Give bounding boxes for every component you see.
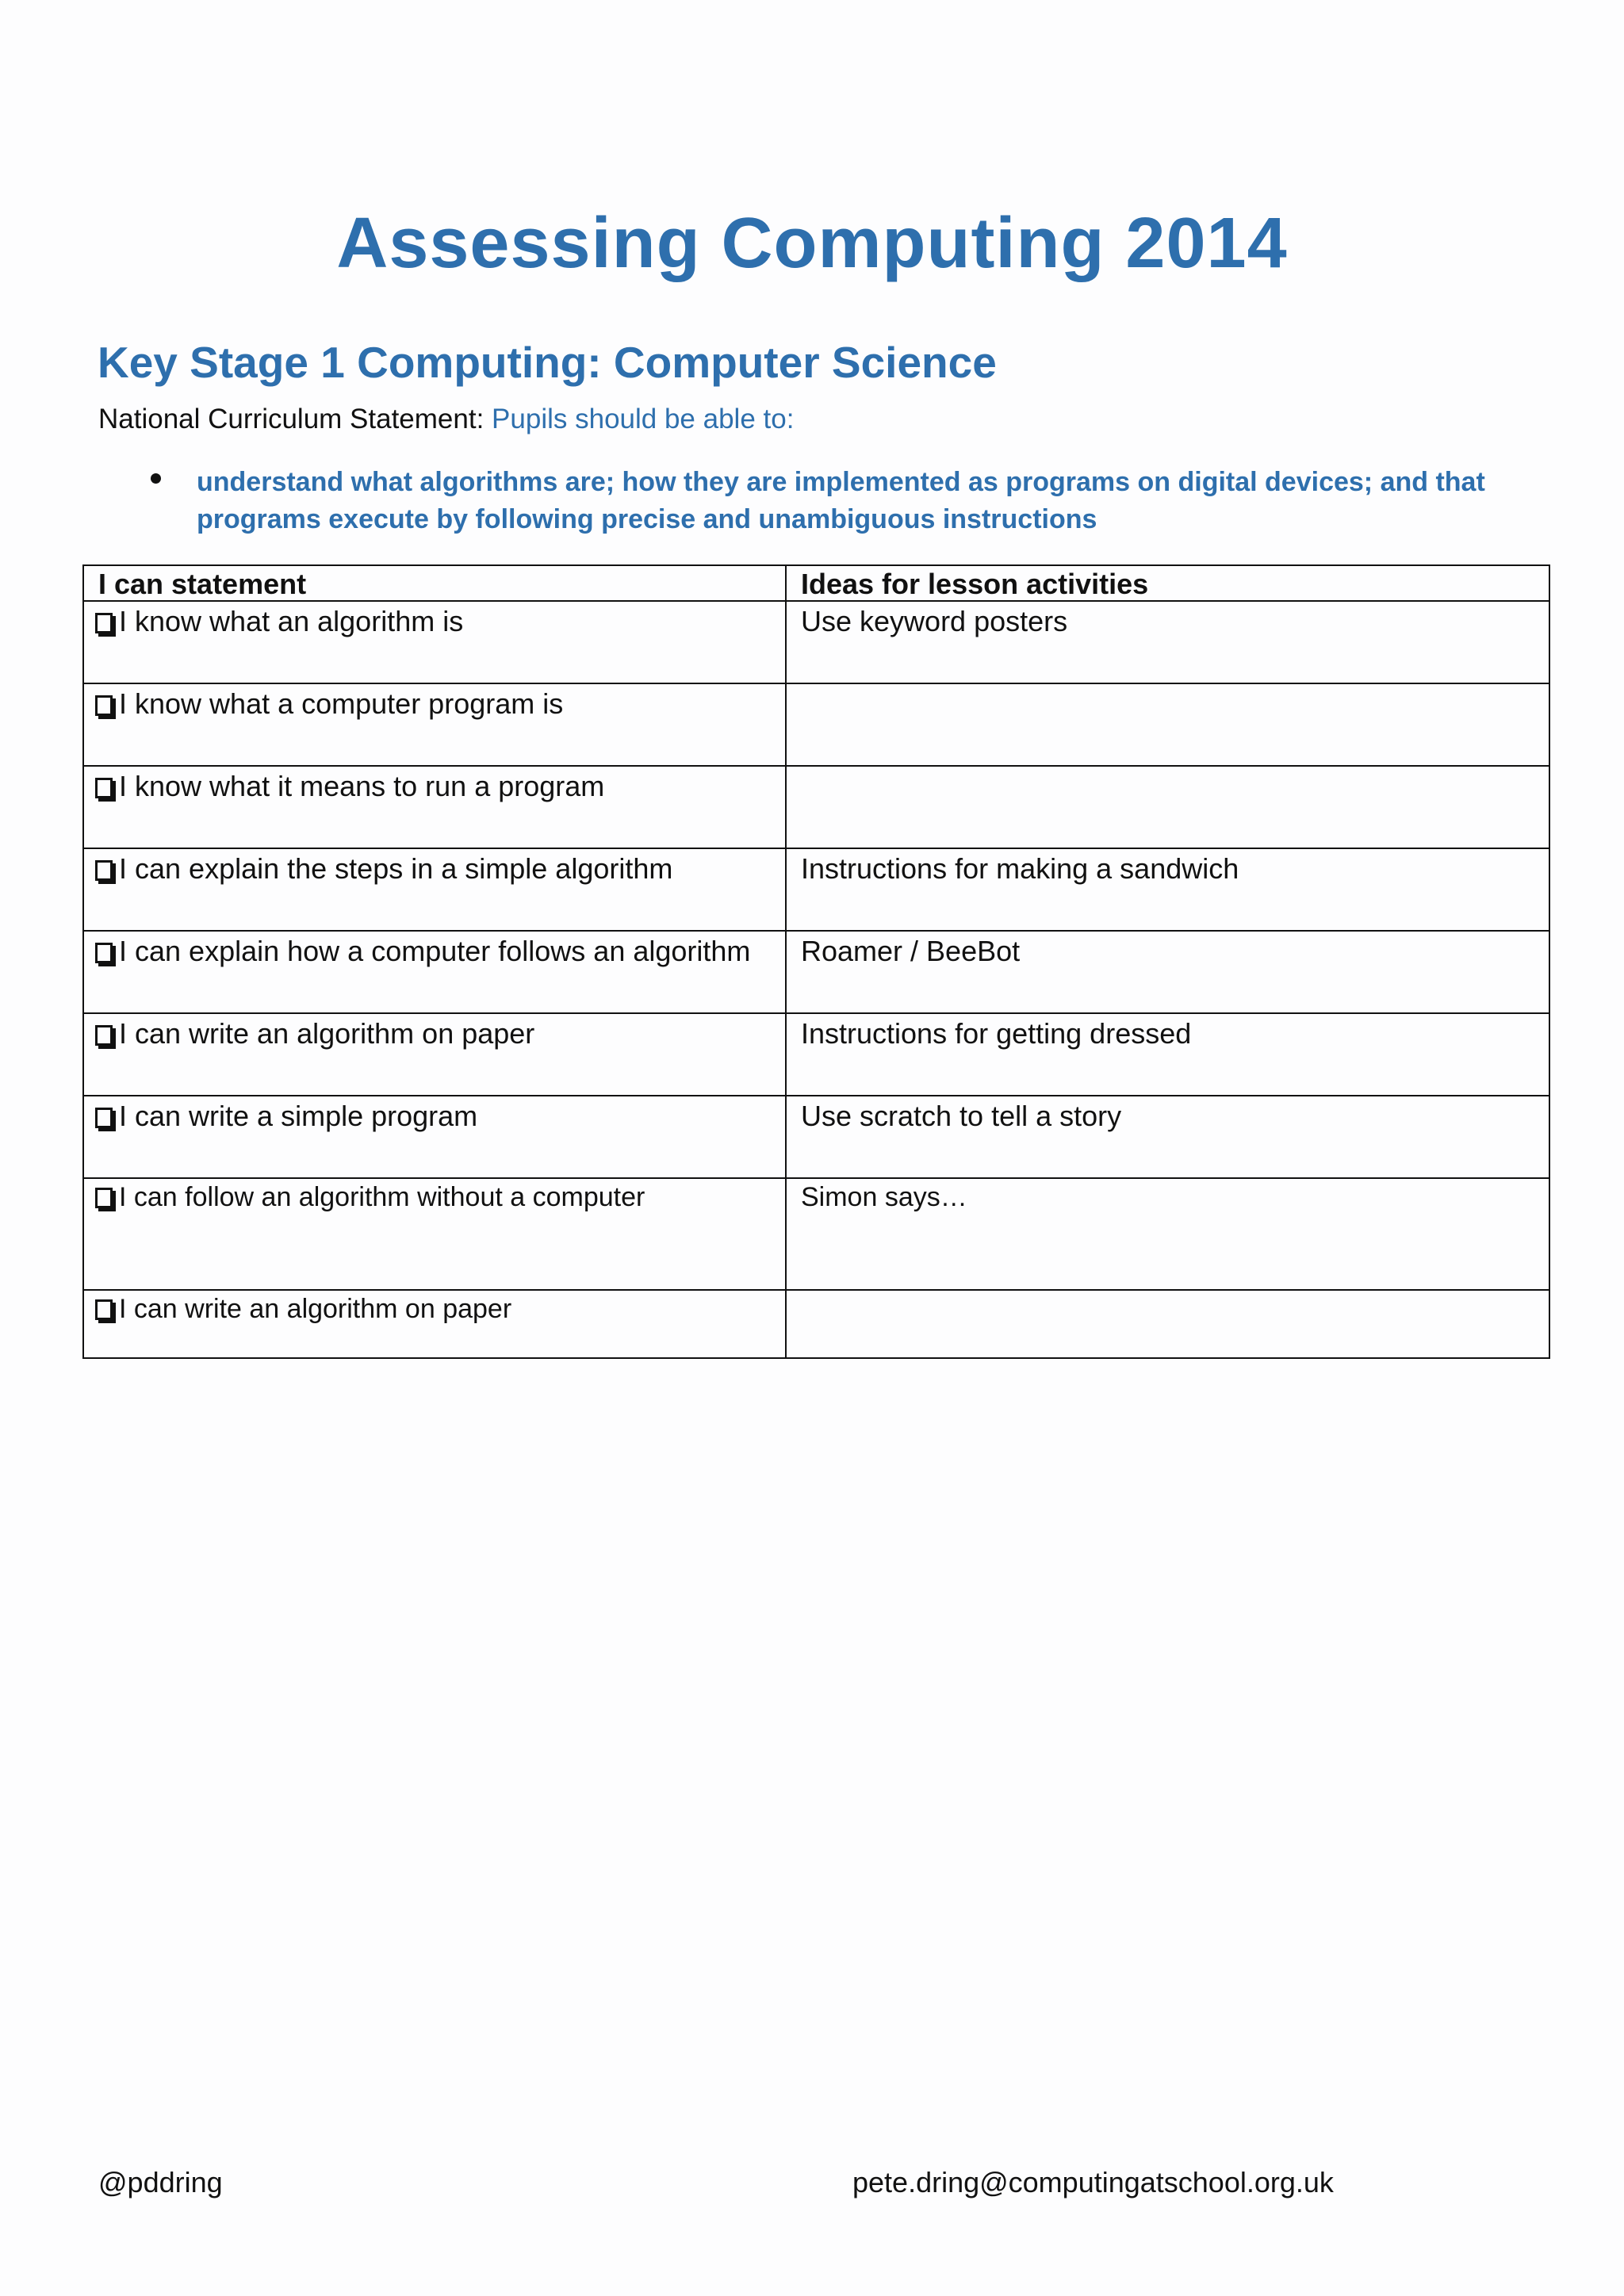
activity-cell: Use keyword posters bbox=[786, 601, 1549, 683]
activity-cell bbox=[786, 683, 1549, 766]
activity-cell: Instructions for making a sandwich bbox=[786, 848, 1549, 931]
statement-cell bbox=[83, 931, 786, 1013]
statement-cell bbox=[83, 766, 786, 848]
statement-text: I can write a simple program bbox=[119, 1100, 478, 1133]
activity-cell: Roamer / BeeBot bbox=[786, 931, 1549, 1013]
table-row bbox=[83, 1178, 1549, 1290]
table-row bbox=[83, 601, 1549, 683]
footer-email: pete.dring@computingatschool.org.uk bbox=[852, 2166, 1334, 2198]
checkbox-icon[interactable] bbox=[95, 613, 113, 633]
statement-cell bbox=[83, 1178, 786, 1290]
table-row bbox=[83, 1013, 1549, 1096]
curriculum-bullet: understand what algorithms are; how they are implemented as programs on digital devices; and that programs execute by following precise and unambiguous instructions bbox=[197, 467, 1485, 534]
table-row bbox=[83, 766, 1549, 848]
table-row bbox=[83, 683, 1549, 766]
header-i-can-statement: I can statement bbox=[83, 565, 786, 601]
statement-text: I can follow an algorithm without a computer bbox=[119, 1182, 645, 1213]
statement-cell bbox=[83, 1096, 786, 1178]
checkbox-icon[interactable] bbox=[95, 695, 113, 716]
activity-cell: Instructions for getting dressed bbox=[786, 1013, 1549, 1096]
table-header-row bbox=[83, 565, 1549, 601]
statement-cell bbox=[83, 848, 786, 931]
activity-cell bbox=[786, 766, 1549, 848]
statement-cell bbox=[83, 1013, 786, 1096]
section-heading: Key Stage 1 Computing: Computer Science bbox=[98, 338, 997, 387]
checkbox-icon[interactable] bbox=[95, 943, 113, 963]
statement-cell bbox=[83, 1290, 786, 1358]
checkbox-icon[interactable] bbox=[95, 1025, 113, 1046]
table-row bbox=[83, 931, 1549, 1013]
bullet-icon bbox=[151, 473, 161, 484]
activity-cell bbox=[786, 1290, 1549, 1358]
statement-cell bbox=[83, 601, 786, 683]
curriculum-statement bbox=[98, 403, 794, 436]
statement-text: I can explain the steps in a simple algorithm bbox=[119, 852, 673, 886]
i-can-table bbox=[82, 564, 1550, 1359]
statement-text: I know what an algorithm is bbox=[119, 605, 464, 638]
statement-cell bbox=[83, 683, 786, 766]
checkbox-icon[interactable] bbox=[95, 1108, 113, 1128]
table-row bbox=[83, 1290, 1549, 1358]
checkbox-icon[interactable] bbox=[95, 778, 113, 798]
checkbox-icon[interactable] bbox=[95, 1188, 113, 1208]
table-row bbox=[83, 1096, 1549, 1178]
statement-text: I know what it means to run a program bbox=[119, 770, 605, 803]
statement-text: I can write an algorithm on paper bbox=[119, 1294, 512, 1325]
activity-cell: Simon says… bbox=[786, 1178, 1549, 1290]
table-row bbox=[83, 848, 1549, 931]
page-title: Assessing Computing 2014 bbox=[336, 204, 1288, 283]
checkbox-icon[interactable] bbox=[95, 1299, 113, 1320]
statement-text: I know what a computer program is bbox=[119, 687, 564, 721]
statement-text: I can explain how a computer follows an algorithm bbox=[119, 935, 751, 968]
footer-twitter-handle: @pddring bbox=[98, 2166, 223, 2198]
checkbox-icon[interactable] bbox=[95, 860, 113, 881]
activity-cell: Use scratch to tell a story bbox=[786, 1096, 1549, 1178]
curriculum-intro: Pupils should be able to: bbox=[492, 404, 795, 434]
curriculum-label: National Curriculum Statement: bbox=[98, 404, 492, 434]
header-lesson-activities: Ideas for lesson activities bbox=[786, 565, 1549, 601]
statement-text: I can write an algorithm on paper bbox=[119, 1017, 535, 1050]
